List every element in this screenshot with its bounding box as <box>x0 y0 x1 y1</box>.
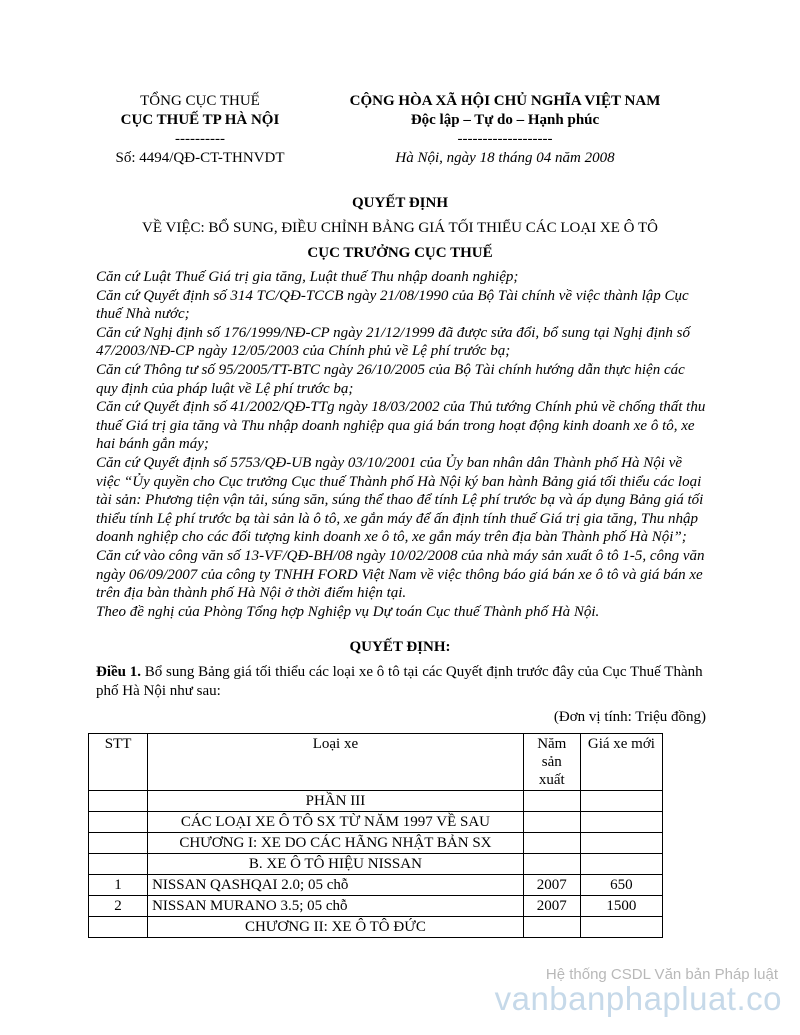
cell-stt <box>89 812 148 833</box>
issuer-block <box>90 92 310 168</box>
cell-new-price: 650 <box>580 875 662 896</box>
cell-new-price <box>580 917 662 938</box>
table-row <box>89 812 663 833</box>
table-row <box>89 917 663 938</box>
cell-year <box>523 833 580 854</box>
article-1-text: Bổ sung Bảng giá tối thiểu các loại xe ô tô tại các Quyết định trước đây của Cục Thuế Thành phố Hà Nội như sau: <box>96 664 703 699</box>
cell-new-price <box>580 812 662 833</box>
cell-new-price <box>580 854 662 875</box>
table-row <box>89 791 663 812</box>
cell-stt <box>89 917 148 938</box>
national-motto: Độc lập – Tự do – Hạnh phúc <box>410 112 600 128</box>
header-vehicle-type: Loại xe <box>148 734 524 791</box>
legal-basis-item: Theo đề nghị của Phòng Tổng hợp Nghiệp vụ Dự toán Cục thuế Thành phố Hà Nội. <box>96 603 600 620</box>
cell-year <box>523 854 580 875</box>
header-year <box>523 734 580 791</box>
table-body <box>89 791 663 938</box>
header-new-price: Giá xe mới <box>580 734 662 791</box>
legal-basis-item: Căn cứ Quyết định số 41/2002/QĐ-TTg ngày 18/03/2002 của Thủ tướng Chính phủ về chống thất thu thuế Giá trị gia tăng và Thu nhập doanh nghiệp qua giá bán trong hoạt động kinh doanh xe ô tô, xe hai bánh gắn máy; <box>96 399 706 453</box>
header-year-line: Năm <box>537 736 567 752</box>
legal-basis-item: Căn cứ Luật Thuế Giá trị gia tăng, Luật thuế Thu nhập doanh nghiệp; <box>96 269 519 285</box>
article-1-label: Điều 1. <box>96 664 141 680</box>
issuer-parent-agency: TỔNG CỤC THUẾ <box>140 93 260 109</box>
cell-vehicle-type: CÁC LOẠI XE Ô TÔ SX TỪ NĂM 1997 VỀ SAU <box>148 812 524 833</box>
legal-basis-item: Căn cứ Thông tư số 95/2005/TT-BTC ngày 26/10/2005 của Bộ Tài chính hướng dẫn thực hiện các quy định của pháp luật về Lệ phí trước bạ; <box>96 361 685 397</box>
cell-stt <box>89 833 148 854</box>
document-header <box>90 92 730 172</box>
watermark-site: vanbanphapluat.co <box>494 980 782 1017</box>
watermark-caption: Hệ thống CSDL Văn bản Pháp luật <box>545 966 778 983</box>
document-subject: VỀ VIỆC: BỔ SUNG, ĐIỀU CHỈNH BẢNG GIÁ TỐI THIỂU CÁC LOẠI XE Ô TÔ <box>142 220 658 236</box>
header-stt: STT <box>89 734 148 791</box>
issuing-authority: CỤC TRƯỞNG CỤC THUẾ <box>307 245 493 261</box>
cell-stt <box>89 854 148 875</box>
cell-vehicle-type: CHƯƠNG I: XE DO CÁC HÃNG NHẬT BẢN SX <box>148 833 524 854</box>
legal-basis-item: Căn cứ vào công văn số 13-VF/QĐ-BH/08 ngày 10/02/2008 của nhà máy sản xuất ô tô 1-5, công văn ngày 06/09/2007 của công ty TNHH FORD Việt Nam về việc thông báo giá bán xe ô tô và giá bán xe trên địa bàn thành phố Hà Nội ở thời điểm hiện tại. <box>96 547 705 602</box>
cell-year: 2007 <box>523 875 580 896</box>
article-1 <box>96 663 708 701</box>
unit-note: (Đơn vị tính: Triệu đồng) <box>553 709 706 725</box>
motto-separator: ------------------- <box>457 131 553 147</box>
cell-year <box>523 791 580 812</box>
country-name: CỘNG HÒA XÃ HỘI CHỦ NGHĨA VIỆT NAM <box>349 93 661 109</box>
cell-year <box>523 917 580 938</box>
issuer-separator: ---------- <box>175 131 225 147</box>
document-number: Số: 4494/QĐ-CT-THNVDT <box>115 150 285 166</box>
cell-vehicle-type: PHẦN III <box>148 791 524 812</box>
legal-basis-item: Căn cứ Quyết định số 314 TC/QĐ-TCCB ngày 21/08/1990 của Bộ Tài chính về việc thành lập Cục thuế Nhà nước; <box>96 287 689 323</box>
legal-basis-item: Căn cứ Nghị định số 176/1999/NĐ-CP ngày 21/12/1999 đã được sửa đổi, bổ sung tại Nghị định số 47/2003/NĐ-CP ngày 12/05/2003 của Chính phủ về Lệ phí trước bạ; <box>96 324 690 360</box>
cell-vehicle-type: B. XE Ô TÔ HIỆU NISSAN <box>148 854 524 875</box>
table-row <box>89 875 663 896</box>
table-header-row <box>89 734 663 791</box>
table-row <box>89 896 663 917</box>
decision-heading: QUYẾT ĐỊNH: <box>349 639 451 655</box>
document-type-title: QUYẾT ĐỊNH <box>352 195 448 211</box>
cell-stt <box>89 791 148 812</box>
price-table <box>88 733 663 938</box>
cell-new-price <box>580 791 662 812</box>
cell-stt: 2 <box>89 896 148 917</box>
legal-basis-item: Căn cứ Quyết định số 5753/QĐ-UB ngày 03/10/2001 của Ủy ban nhân dân Thành phố Hà Nội về việc “Ủy quyền cho Cục trưởng Cục thuế Thành phố Hà Nội ký ban hành Bảng giá tối thiểu các loại tài sản: Phương tiện vận tải, súng săn, súng thể thao để tính Lệ phí trước bạ và áp dụng Bảng giá tối thiểu tính Lệ phí trước bạ tài sản là ô tô, xe gắn máy để ấn định tính thuế Giá trị gia tăng, Thu nhập doanh nghiệp cho các đối tượng kinh doanh xe ô tô, xe gắn máy trên địa bàn Thành phố Hà Nội”; <box>96 454 704 546</box>
header-year-line: sản <box>541 754 562 770</box>
cell-vehicle-type: CHƯƠNG II: XE Ô TÔ ĐỨC <box>148 917 524 938</box>
cell-stt: 1 <box>89 875 148 896</box>
cell-year <box>523 812 580 833</box>
national-motto-block <box>300 92 710 168</box>
cell-vehicle-type: NISSAN MURANO 3.5; 05 chỗ <box>148 896 524 917</box>
legal-basis-list <box>96 268 708 621</box>
header-year-line: xuất <box>538 772 565 788</box>
table-row <box>89 854 663 875</box>
table-row <box>89 833 663 854</box>
cell-vehicle-type: NISSAN QASHQAI 2.0; 05 chỗ <box>148 875 524 896</box>
cell-year: 2007 <box>523 896 580 917</box>
issuer-agency: CỤC THUẾ TP HÀ NỘI <box>120 112 280 128</box>
cell-new-price: 1500 <box>580 896 662 917</box>
cell-new-price <box>580 833 662 854</box>
issue-date: Hà Nội, ngày 18 tháng 04 năm 2008 <box>395 150 615 166</box>
